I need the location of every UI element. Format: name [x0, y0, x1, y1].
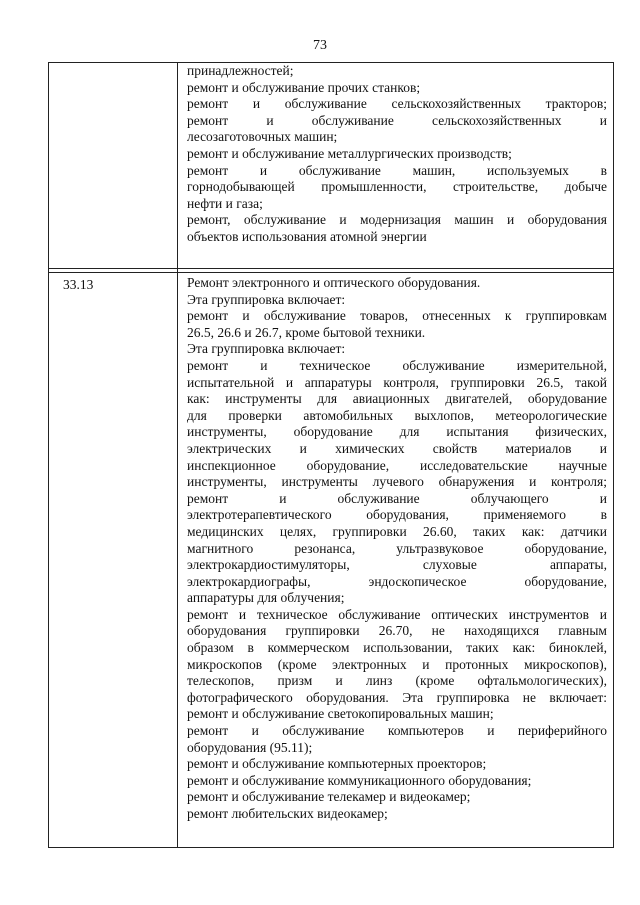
word: техническое — [256, 606, 328, 622]
word: ремонт — [187, 606, 229, 622]
word: обнаружения — [438, 474, 515, 490]
word: техническое — [299, 357, 371, 373]
word: оптических — [431, 606, 499, 622]
word: электрокардиографы, — [187, 573, 311, 589]
word: машин, — [412, 162, 456, 178]
word: оборудование — [293, 424, 373, 440]
word: призм — [277, 673, 313, 689]
word: офтальмологических), — [477, 673, 607, 689]
word: фотографического — [187, 689, 293, 705]
text-line: Ремонт электронного и оптического оборудования. — [187, 275, 481, 290]
column-divider — [177, 63, 178, 847]
word: авиационных — [352, 391, 430, 407]
word: Эта — [402, 689, 424, 705]
word: ремонт — [187, 357, 229, 373]
word: обслуживание — [263, 308, 346, 324]
text-line — [187, 424, 607, 441]
word: и — [252, 96, 261, 112]
word: целях, — [279, 523, 317, 539]
word: обслуживание — [243, 212, 327, 228]
text-line: ремонт и обслуживание коммуникационного оборудования; — [187, 772, 532, 788]
text-line: аппаратуры для облучения; — [187, 590, 345, 606]
word: группировки — [450, 374, 525, 390]
word: группировка — [436, 689, 510, 705]
word: строительстве, — [453, 179, 539, 195]
word: научные — [558, 457, 607, 473]
word: ремонт — [187, 112, 229, 128]
text-line — [187, 441, 607, 458]
word: оборудования. — [306, 689, 389, 705]
text-line — [187, 607, 607, 624]
word: физических, — [535, 424, 607, 440]
text-line: ремонт и обслуживание компьютерных проекторов; — [187, 756, 487, 772]
word: 26.70, — [378, 623, 413, 639]
word: ультразвуковое — [396, 540, 484, 556]
word: электрических — [187, 440, 272, 456]
word: магнитного — [187, 540, 254, 556]
word: и — [260, 357, 268, 373]
text-line: лесозаготовочных машин; — [187, 129, 338, 145]
word: аппараты, — [549, 557, 607, 573]
row-code: 33.13 — [63, 277, 94, 292]
word: датчики — [560, 523, 607, 539]
text-line — [187, 358, 607, 375]
word: и — [251, 723, 259, 739]
word: и — [339, 212, 347, 228]
word: облучающего — [470, 490, 549, 506]
word: не — [431, 623, 445, 639]
text-line — [187, 458, 607, 475]
word: 26.5, — [536, 374, 564, 390]
text-line: ремонт любительских видеокамер; — [187, 806, 388, 821]
word: и — [335, 673, 343, 689]
word: и — [299, 440, 307, 456]
word: контроля; — [551, 474, 607, 490]
text-line — [187, 391, 607, 408]
word: отнесенных — [422, 308, 491, 324]
word: товаров, — [360, 308, 409, 324]
word: используемых — [487, 162, 569, 178]
word: периферийного — [517, 723, 607, 739]
word: коммерческом — [267, 640, 350, 656]
text-line: нефти и газа; — [187, 195, 263, 211]
row-bottom-description — [187, 275, 607, 823]
word: выхлопов, — [414, 407, 474, 423]
word: и — [238, 606, 247, 622]
text-line — [187, 657, 607, 674]
word: модернизация — [360, 212, 441, 228]
word: протонных — [445, 656, 509, 672]
word: обслуживание — [338, 606, 421, 622]
word: электротерапевтического — [187, 507, 332, 523]
word: компьютеров — [387, 723, 464, 739]
word: 26.60, — [422, 523, 457, 539]
text-line — [187, 113, 607, 130]
word: тракторов; — [545, 96, 607, 112]
word: таких — [466, 640, 499, 656]
text-line — [187, 163, 607, 180]
word: ремонт — [187, 723, 229, 739]
word: медицинских — [187, 523, 264, 539]
word: к — [504, 308, 512, 324]
word: для — [317, 391, 338, 407]
word: оборудование — [527, 391, 607, 407]
word: (кроме — [277, 656, 317, 672]
word: и — [529, 474, 537, 490]
text-line — [187, 408, 607, 425]
text-line — [187, 574, 607, 591]
word: аппаратуры — [304, 374, 372, 390]
word: ремонт — [187, 96, 229, 112]
word: и — [266, 112, 274, 128]
text-line: оборудования (95.11); — [187, 739, 313, 755]
word: главным — [558, 623, 607, 639]
word: метеорологические — [495, 407, 607, 423]
word: находящихся — [463, 623, 540, 639]
word: инструменты — [281, 474, 358, 490]
text-line — [187, 308, 607, 325]
text-line: принадлежностей; — [187, 63, 294, 78]
word: слуховые — [422, 557, 477, 573]
word: группировкам — [525, 308, 607, 324]
word: как: — [512, 640, 536, 656]
text-line: ремонт и обслуживание телекамер и видеокамер; — [187, 789, 471, 805]
word: оборудования — [527, 212, 607, 228]
word: линз — [365, 673, 393, 689]
word: измерительной, — [516, 357, 607, 373]
word: оборудование, — [306, 457, 390, 473]
word: ремонт, — [187, 212, 231, 228]
text-line: 26.5, 26.6 и 26.7, кроме бытовой техники. — [187, 324, 426, 340]
word: и — [422, 656, 430, 672]
word: и — [599, 490, 607, 506]
word: лучевого — [372, 474, 424, 490]
text-line — [187, 96, 607, 113]
word: и — [259, 162, 268, 178]
word: электрокардиостимуляторы, — [187, 557, 350, 573]
word: оборудования — [187, 623, 267, 639]
word: испытания — [446, 424, 509, 440]
text-line — [187, 507, 607, 524]
word: инструменты, — [187, 474, 267, 490]
word: ремонт — [187, 308, 229, 324]
word: автомобильных — [303, 407, 393, 423]
word: инструменты — [225, 391, 302, 407]
text-line — [187, 723, 607, 740]
word: применяемого — [483, 507, 566, 523]
text-line — [187, 640, 607, 657]
word: оборудования, — [366, 507, 449, 523]
word: обслуживание — [298, 162, 381, 178]
text-line: ремонт и обслуживание металлургических производств; — [187, 145, 512, 161]
word: резонанса, — [294, 540, 356, 556]
text-line — [187, 212, 607, 229]
word: для — [399, 424, 420, 440]
word: и — [507, 212, 515, 228]
word: группировки — [285, 623, 360, 639]
word: биноклей, — [549, 640, 607, 656]
word: сельскохозяйственных — [391, 96, 522, 112]
word: и — [599, 112, 607, 128]
word: такой — [575, 374, 607, 390]
word: (кроме — [415, 673, 455, 689]
word: электронных — [332, 656, 407, 672]
text-line — [187, 541, 607, 558]
row-divider-top — [49, 268, 613, 269]
word: материалов — [505, 440, 572, 456]
word: и — [279, 490, 287, 506]
word: сельскохозяйственных — [432, 112, 562, 128]
text-line — [187, 623, 607, 640]
word: горнодобывающей — [187, 179, 295, 195]
word: свойств — [432, 440, 478, 456]
word: таких — [472, 523, 506, 539]
text-line: ремонт и обслуживание прочих станков; — [187, 79, 421, 95]
word: как: — [521, 523, 545, 539]
word: эндоскопическое — [368, 573, 467, 589]
text-line — [187, 690, 607, 707]
word: не — [522, 689, 536, 705]
page-number: 73 — [313, 38, 327, 53]
word: в — [600, 507, 607, 523]
word: использовании, — [363, 640, 453, 656]
word: и — [285, 374, 294, 390]
text-line — [187, 474, 607, 491]
word: в — [600, 162, 607, 178]
word: обслуживание — [282, 723, 365, 739]
text-line — [187, 673, 607, 690]
word: и — [599, 440, 607, 456]
word: обслуживание — [284, 96, 367, 112]
text-line — [187, 375, 607, 392]
word: обслуживание — [402, 357, 485, 373]
word: инспекционное — [187, 457, 276, 473]
word: обслуживание — [337, 490, 420, 506]
word: инструментов — [508, 606, 590, 622]
word: инструменты, — [187, 424, 267, 440]
text-line — [187, 491, 607, 508]
word: включает: — [549, 689, 607, 705]
word: исследовательские — [419, 457, 528, 473]
word: и — [599, 606, 607, 622]
row-divider-bottom — [49, 272, 613, 273]
word: проверки — [228, 407, 282, 423]
text-line: Эта группировка включает: — [187, 291, 346, 307]
word: и — [487, 723, 495, 739]
text-line — [187, 524, 607, 541]
word: химических — [335, 440, 405, 456]
text-line: Эта группировка включает: — [187, 341, 346, 357]
word: микроскопов), — [523, 656, 607, 672]
word: для — [187, 407, 207, 423]
word: образом — [187, 640, 234, 656]
classification-table — [48, 62, 614, 848]
word: двигателей, — [445, 391, 513, 407]
word: и — [242, 308, 250, 324]
word: добыче — [564, 179, 607, 195]
word: оборудование, — [524, 573, 607, 589]
word: в — [247, 640, 254, 656]
word: обслуживание — [311, 112, 394, 128]
text-line — [187, 557, 607, 574]
word: оборудование, — [524, 540, 607, 556]
word: промышленности, — [321, 179, 427, 195]
word: контроля, — [383, 374, 439, 390]
word: микроскопов — [187, 656, 263, 672]
text-line — [187, 179, 607, 196]
text-line: объектов использования атомной энергии — [187, 228, 427, 244]
word: ремонт — [187, 490, 229, 506]
word: ремонт — [187, 162, 229, 178]
word: телескопов, — [187, 673, 255, 689]
word: группировки — [332, 523, 407, 539]
word: испытательной — [187, 374, 275, 390]
word: как: — [187, 391, 210, 407]
word: машин — [454, 212, 494, 228]
row-top-description — [187, 63, 607, 246]
text-line: ремонт и обслуживание светокопировальных машин; — [187, 706, 494, 722]
